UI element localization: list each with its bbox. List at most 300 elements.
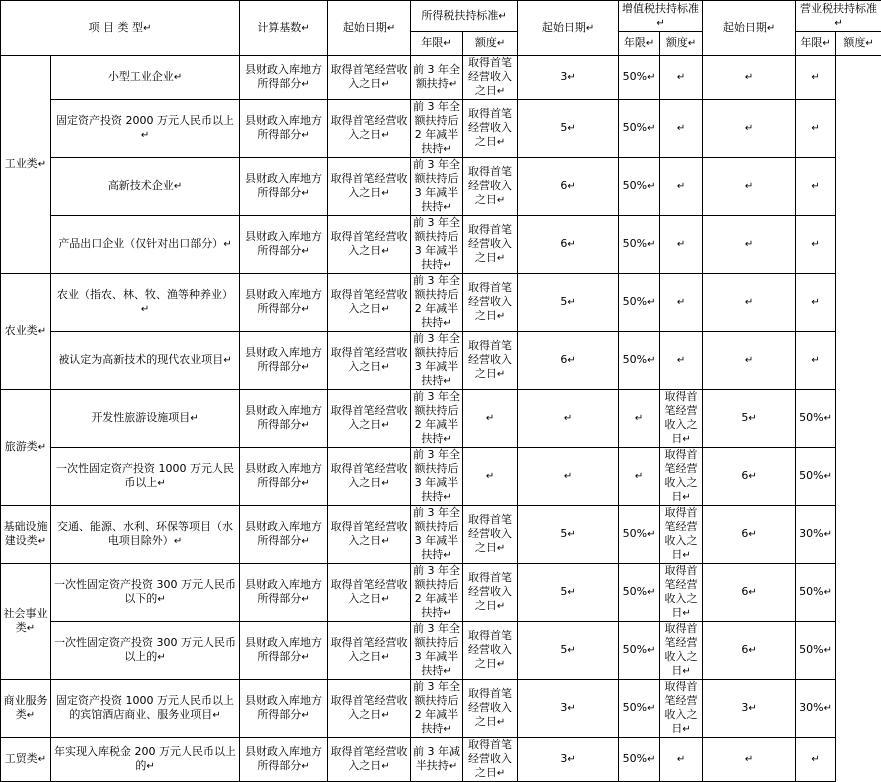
paragraph-mark: ↵	[647, 355, 655, 366]
header-start-date: 起始日期↵	[328, 1, 411, 56]
vat-start-date-cell	[463, 506, 518, 564]
bt-start-date-value: 取得首笔经营收入之日	[665, 622, 698, 677]
bt-start-date-cell	[660, 332, 703, 390]
paragraph-mark: ↵	[824, 587, 832, 598]
paragraph-mark: ↵	[381, 246, 389, 257]
vat-years-value: 6	[560, 179, 567, 192]
calc-base-value: 县财政入库地方所得部分	[245, 114, 322, 141]
category-cell	[1, 680, 51, 738]
paragraph-mark: ↵	[682, 550, 690, 561]
paragraph-mark: ↵	[635, 471, 643, 482]
paragraph-mark: ↵	[564, 413, 572, 424]
paragraph-mark: ↵	[443, 434, 451, 445]
calc-base-cell	[240, 390, 328, 448]
paragraph-mark: ↵	[647, 181, 655, 192]
vat-years-cell	[518, 332, 619, 390]
vat-years-cell	[518, 158, 619, 216]
vat-start-date-cell	[463, 158, 518, 216]
paragraph-mark: ↵	[174, 536, 182, 547]
start-date-value: 取得首笔经营收入之日	[331, 114, 408, 141]
paragraph-mark: ↵	[567, 355, 575, 366]
paragraph-mark: ↵	[745, 239, 753, 250]
vat-years-cell	[518, 564, 619, 622]
vat-start-date-value: 取得首笔经营收入之日	[468, 165, 512, 206]
paragraph-mark: ↵	[141, 304, 149, 315]
bt-start-date-value: 取得首笔经营收入之日	[665, 680, 698, 735]
vat-amount-cell	[619, 332, 660, 390]
bt-amount-value: 30%	[799, 701, 823, 714]
vat-start-date-cell	[463, 332, 518, 390]
table-row	[1, 738, 881, 782]
paragraph-mark: ↵	[443, 318, 451, 329]
calc-base-cell	[240, 216, 328, 274]
paragraph-mark: ↵	[146, 761, 154, 772]
bt-years-cell	[703, 158, 796, 216]
bt-amount-cell	[796, 680, 836, 738]
paragraph-mark: ↵	[381, 420, 389, 431]
table-row	[1, 332, 881, 390]
category-cell	[1, 506, 51, 564]
income-tax-value: 前 3 年全额扶持后 3 年减半扶持	[413, 448, 460, 503]
bt-years-cell	[703, 506, 796, 564]
paragraph-mark: ↵	[223, 239, 231, 250]
calc-base-value: 县财政入库地方所得部分	[245, 230, 322, 257]
paragraph-mark: ↵	[443, 724, 451, 735]
table-row	[1, 390, 881, 448]
start-date-value: 取得首笔经营收入之日	[331, 694, 408, 721]
paragraph-mark: ↵	[301, 362, 309, 373]
vat-years-value: 3	[560, 752, 567, 765]
paragraph-mark: ↵	[449, 79, 457, 90]
paragraph-mark: ↵	[647, 754, 655, 765]
calc-base-cell	[240, 100, 328, 158]
vat-start-date-cell	[463, 216, 518, 274]
paragraph-mark: ↵	[677, 181, 685, 192]
vat-start-date-value: 取得首笔经营收入之日	[468, 56, 512, 97]
paragraph-mark: ↵	[682, 724, 690, 735]
project-type-label: 小型工业企业	[108, 70, 174, 83]
project-type-label: 固定资产投资 1000 万元人民币以上的宾馆酒店商业、服务业项目	[56, 694, 234, 721]
vat-start-date-cell	[463, 680, 518, 738]
calc-base-value: 县财政入库地方所得部分	[245, 404, 322, 431]
project-type-label: 一次性固定资产投资 1000 万元人民币以上	[56, 462, 234, 489]
bt-start-date-cell	[660, 158, 703, 216]
paragraph-mark: ↵	[497, 659, 505, 670]
vat-start-date-value: 取得首笔经营收入之日	[468, 738, 512, 779]
paragraph-mark: ↵	[157, 594, 165, 605]
project-type-label: 交通、能源、水利、环保等项目（水电项目除外）	[57, 520, 233, 547]
paragraph-mark: ↵	[647, 123, 655, 134]
table-row	[1, 680, 881, 738]
income-tax-cell	[411, 274, 463, 332]
bt-start-date-cell	[660, 506, 703, 564]
paragraph-mark: ↵	[824, 703, 832, 714]
paragraph-mark: ↵	[212, 710, 220, 721]
vat-amount-cell	[619, 274, 660, 332]
project-type-label: 产品出口企业（仅针对出口部分）	[58, 237, 223, 250]
paragraph-mark: ↵	[497, 768, 505, 779]
vat-start-date-value: 取得首笔经营收入之日	[468, 629, 512, 670]
vat-years-value: 5	[560, 585, 567, 598]
vat-start-date-cell	[463, 738, 518, 782]
vat-start-date-cell	[463, 274, 518, 332]
project-type-cell	[51, 56, 240, 100]
paragraph-mark: ↵	[677, 72, 685, 83]
start-date-cell	[328, 100, 411, 158]
paragraph-mark: ↵	[748, 413, 756, 424]
category-label: 工贸类	[5, 752, 38, 765]
paragraph-mark: ↵	[381, 710, 389, 721]
category-cell	[1, 564, 51, 680]
start-date-cell	[328, 564, 411, 622]
bt-years-value: 6	[741, 643, 748, 656]
calc-base-cell	[240, 158, 328, 216]
start-date-value: 取得首笔经营收入之日	[331, 462, 408, 489]
vat-start-date-cell	[463, 564, 518, 622]
paragraph-mark: ↵	[647, 645, 655, 656]
start-date-cell	[328, 332, 411, 390]
income-tax-cell	[411, 622, 463, 680]
start-date-cell	[328, 622, 411, 680]
vat-start-date-cell	[463, 100, 518, 158]
paragraph-mark: ↵	[811, 355, 819, 366]
paragraph-mark: ↵	[682, 608, 690, 619]
calc-base-value: 县财政入库地方所得部分	[245, 63, 322, 90]
bt-years-cell	[703, 680, 796, 738]
calc-base-value: 县财政入库地方所得部分	[245, 578, 322, 605]
vat-start-date-value: 取得首笔经营收入之日	[468, 687, 512, 728]
income-tax-cell	[411, 390, 463, 448]
paragraph-mark: ↵	[745, 355, 753, 366]
vat-years-cell	[518, 390, 619, 448]
bt-start-date-cell	[660, 564, 703, 622]
paragraph-mark: ↵	[682, 434, 690, 445]
income-tax-value: 前 3 年全额扶持后 2 年减半扶持	[413, 274, 460, 329]
paragraph-mark: ↵	[564, 471, 572, 482]
paragraph-mark: ↵	[190, 413, 198, 424]
bt-start-date-cell	[660, 56, 703, 100]
table-row	[1, 158, 881, 216]
bt-start-date-cell	[660, 100, 703, 158]
header-project-type: 项 目 类 型↵	[1, 1, 240, 56]
vat-years-value: 5	[560, 121, 567, 134]
start-date-value: 取得首笔经营收入之日	[331, 346, 408, 373]
category-label: 农业类	[5, 324, 38, 337]
header-calc-base: 计算基数↵	[240, 1, 328, 56]
vat-amount-cell	[619, 622, 660, 680]
table-row	[1, 56, 881, 100]
calc-base-value: 县财政入库地方所得部分	[245, 462, 322, 489]
paragraph-mark: ↵	[677, 239, 685, 250]
project-type-cell	[51, 100, 240, 158]
paragraph-mark: ↵	[301, 130, 309, 141]
paragraph-mark: ↵	[635, 413, 643, 424]
bt-years-cell	[703, 332, 796, 390]
income-tax-value: 前 3 年全额扶持	[413, 63, 460, 90]
vat-start-date-cell	[463, 390, 518, 448]
category-cell	[1, 390, 51, 506]
project-type-cell	[51, 390, 240, 448]
start-date-cell	[328, 390, 411, 448]
paragraph-mark: ↵	[647, 529, 655, 540]
vat-start-date-value: 取得首笔经营收入之日	[468, 513, 512, 554]
paragraph-mark: ↵	[301, 420, 309, 431]
vat-amount-cell	[619, 216, 660, 274]
vat-start-date-value: 取得首笔经营收入之日	[468, 223, 512, 264]
paragraph-mark: ↵	[497, 717, 505, 728]
income-tax-value: 前 3 年全额扶持后 2 年减半扶持	[413, 390, 460, 445]
header-start-date-2: 起始日期↵	[518, 1, 619, 56]
paragraph-mark: ↵	[824, 471, 832, 482]
paragraph-mark: ↵	[748, 703, 756, 714]
paragraph-mark: ↵	[745, 297, 753, 308]
paragraph-mark: ↵	[449, 761, 457, 772]
calc-base-value: 县财政入库地方所得部分	[245, 346, 322, 373]
income-tax-value: 前 3 年减半扶持	[413, 745, 460, 772]
paragraph-mark: ↵	[497, 195, 505, 206]
paragraph-mark: ↵	[811, 123, 819, 134]
start-date-value: 取得首笔经营收入之日	[331, 636, 408, 663]
paragraph-mark: ↵	[301, 188, 309, 199]
paragraph-mark: ↵	[497, 311, 505, 322]
paragraph-mark: ↵	[748, 529, 756, 540]
project-type-cell	[51, 564, 240, 622]
header-row-1	[1, 1, 881, 32]
paragraph-mark: ↵	[497, 86, 505, 97]
project-type-cell	[51, 680, 240, 738]
bt-amount-cell	[796, 738, 836, 782]
paragraph-mark: ↵	[301, 761, 309, 772]
calc-base-value: 县财政入库地方所得部分	[245, 172, 322, 199]
paragraph-mark: ↵	[677, 754, 685, 765]
vat-start-date-value: 取得首笔经营收入之日	[468, 281, 512, 322]
paragraph-mark: ↵	[381, 362, 389, 373]
vat-years-cell	[518, 216, 619, 274]
vat-amount-cell	[619, 506, 660, 564]
vat-amount-cell	[619, 680, 660, 738]
paragraph-mark: ↵	[381, 130, 389, 141]
bt-amount-value: 30%	[799, 527, 823, 540]
paragraph-mark: ↵	[443, 144, 451, 155]
vat-years-cell	[518, 56, 619, 100]
bt-amount-value: 50%	[799, 469, 823, 482]
income-tax-value: 前 3 年全额扶持后 2 年减半扶持	[413, 100, 460, 155]
paragraph-mark: ↵	[381, 761, 389, 772]
paragraph-mark: ↵	[141, 130, 149, 141]
paragraph-mark: ↵	[647, 297, 655, 308]
bt-amount-cell	[796, 100, 836, 158]
bt-years-cell	[703, 622, 796, 680]
paragraph-mark: ↵	[647, 239, 655, 250]
bt-amount-cell	[796, 158, 836, 216]
paragraph-mark: ↵	[301, 478, 309, 489]
paragraph-mark: ↵	[38, 754, 46, 765]
bt-amount-value: 50%	[799, 585, 823, 598]
vat-years-value: 5	[560, 643, 567, 656]
paragraph-mark: ↵	[811, 181, 819, 192]
bt-start-date-value: 取得首笔经营收入之日	[665, 448, 698, 503]
vat-start-date-value: 取得首笔经营收入之日	[468, 339, 512, 380]
paragraph-mark: ↵	[677, 355, 685, 366]
vat-amount-cell	[619, 564, 660, 622]
paragraph-mark: ↵	[677, 297, 685, 308]
income-tax-cell	[411, 332, 463, 390]
income-tax-value: 前 3 年全额扶持后 2 年减半扶持	[413, 564, 460, 619]
paragraph-mark: ↵	[174, 181, 182, 192]
paragraph-mark: ↵	[174, 72, 182, 83]
paragraph-mark: ↵	[811, 72, 819, 83]
vat-amount-cell	[619, 158, 660, 216]
header-amount-2: 额度↵	[660, 32, 703, 56]
bt-years-value: 6	[741, 585, 748, 598]
bt-start-date-cell	[660, 390, 703, 448]
bt-years-cell	[703, 216, 796, 274]
calc-base-cell	[240, 564, 328, 622]
vat-amount-value: 50%	[623, 179, 647, 192]
header-years-2: 年限↵	[619, 32, 660, 56]
bt-amount-cell	[796, 56, 836, 100]
income-tax-cell	[411, 216, 463, 274]
bt-amount-cell	[796, 332, 836, 390]
income-tax-cell	[411, 100, 463, 158]
calc-base-cell	[240, 274, 328, 332]
bt-years-value: 3	[741, 701, 748, 714]
vat-years-value: 3	[560, 70, 567, 83]
paragraph-mark: ↵	[567, 587, 575, 598]
project-type-cell	[51, 216, 240, 274]
vat-amount-cell	[619, 100, 660, 158]
bt-amount-cell	[796, 622, 836, 680]
paragraph-mark: ↵	[301, 79, 309, 90]
vat-amount-cell	[619, 390, 660, 448]
paragraph-mark: ↵	[38, 536, 46, 547]
project-type-cell	[51, 738, 240, 782]
bt-years-cell	[703, 274, 796, 332]
header-amount-3: 额度↵	[836, 32, 881, 56]
bt-start-date-cell	[660, 274, 703, 332]
paragraph-mark: ↵	[745, 181, 753, 192]
paragraph-mark: ↵	[443, 260, 451, 271]
paragraph-mark: ↵	[567, 529, 575, 540]
table-row	[1, 506, 881, 564]
project-type-label: 固定资产投资 2000 万元人民币以上	[56, 114, 234, 127]
table-row	[1, 564, 881, 622]
paragraph-mark: ↵	[811, 297, 819, 308]
bt-years-cell	[703, 564, 796, 622]
project-type-label: 高新技术企业	[108, 179, 174, 192]
bt-amount-cell	[796, 216, 836, 274]
project-type-cell	[51, 274, 240, 332]
income-tax-value: 前 3 年全额扶持后 3 年减半扶持	[413, 158, 460, 213]
start-date-cell	[328, 738, 411, 782]
calc-base-value: 县财政入库地方所得部分	[245, 288, 322, 315]
paragraph-mark: ↵	[567, 703, 575, 714]
paragraph-mark: ↵	[443, 608, 451, 619]
header-start-date-3: 起始日期↵	[703, 1, 796, 56]
income-tax-value: 前 3 年全额扶持后 3 年减半扶持	[413, 622, 460, 677]
paragraph-mark: ↵	[567, 645, 575, 656]
paragraph-mark: ↵	[157, 652, 165, 663]
paragraph-mark: ↵	[301, 594, 309, 605]
vat-years-cell	[518, 506, 619, 564]
vat-amount-cell	[619, 738, 660, 782]
paragraph-mark: ↵	[157, 478, 165, 489]
paragraph-mark: ↵	[567, 297, 575, 308]
vat-amount-value: 50%	[623, 643, 647, 656]
paragraph-mark: ↵	[301, 710, 309, 721]
paragraph-mark: ↵	[567, 754, 575, 765]
paragraph-mark: ↵	[647, 587, 655, 598]
project-type-label: 一次性固定资产投资 300 万元人民币以下的	[54, 578, 236, 605]
table-row	[1, 100, 881, 158]
category-label: 工业类	[5, 157, 38, 170]
vat-amount-value: 50%	[623, 295, 647, 308]
category-label: 社会事业类	[4, 607, 48, 634]
paragraph-mark: ↵	[301, 536, 309, 547]
income-tax-cell	[411, 680, 463, 738]
income-tax-cell	[411, 56, 463, 100]
header-business-tax-std: 营业税扶持标准↵	[796, 1, 881, 32]
income-tax-value: 前 3 年全额扶持后 3 年减半扶持	[413, 332, 460, 387]
bt-start-date-cell	[660, 738, 703, 782]
paragraph-mark: ↵	[567, 72, 575, 83]
calc-base-cell	[240, 56, 328, 100]
paragraph-mark: ↵	[38, 442, 46, 453]
paragraph-mark: ↵	[748, 471, 756, 482]
paragraph-mark: ↵	[443, 202, 451, 213]
paragraph-mark: ↵	[486, 471, 494, 482]
vat-start-date-value: 取得首笔经营收入之日	[468, 107, 512, 148]
calc-base-cell	[240, 680, 328, 738]
paragraph-mark: ↵	[567, 123, 575, 134]
vat-years-cell	[518, 738, 619, 782]
vat-years-cell	[518, 274, 619, 332]
paragraph-mark: ↵	[381, 594, 389, 605]
paragraph-mark: ↵	[824, 645, 832, 656]
paragraph-mark: ↵	[497, 253, 505, 264]
paragraph-mark: ↵	[486, 413, 494, 424]
paragraph-mark: ↵	[745, 72, 753, 83]
paragraph-mark: ↵	[748, 587, 756, 598]
paragraph-mark: ↵	[381, 478, 389, 489]
paragraph-mark: ↵	[381, 652, 389, 663]
paragraph-mark: ↵	[682, 492, 690, 503]
header-years-3: 年限↵	[796, 32, 836, 56]
income-tax-cell	[411, 506, 463, 564]
project-type-label: 被认定为高新技术的现代农业项目	[58, 353, 223, 366]
category-label: 基础设施建设类	[4, 520, 48, 547]
paragraph-mark: ↵	[647, 72, 655, 83]
header-vat-std: 增值税扶持标准↵	[619, 1, 703, 32]
start-date-value: 取得首笔经营收入之日	[331, 288, 408, 315]
calc-base-value: 县财政入库地方所得部分	[245, 694, 322, 721]
vat-start-date-value: 取得首笔经营收入之日	[468, 571, 512, 612]
bt-start-date-cell	[660, 216, 703, 274]
bt-amount-cell	[796, 506, 836, 564]
bt-years-value: 6	[741, 469, 748, 482]
project-type-label: 年实现入库税金 200 万元人民币以上的	[54, 745, 236, 772]
category-cell	[1, 738, 51, 782]
bt-start-date-value: 取得首笔经营收入之日	[665, 564, 698, 619]
project-type-cell	[51, 622, 240, 680]
project-type-label: 开发性旅游设施项目	[91, 411, 190, 424]
start-date-value: 取得首笔经营收入之日	[331, 230, 408, 257]
calc-base-value: 县财政入库地方所得部分	[245, 520, 322, 547]
vat-amount-value: 50%	[623, 70, 647, 83]
project-type-label: 一次性固定资产投资 300 万元人民币以上的	[54, 636, 236, 663]
calc-base-cell	[240, 506, 328, 564]
vat-years-value: 3	[560, 701, 567, 714]
